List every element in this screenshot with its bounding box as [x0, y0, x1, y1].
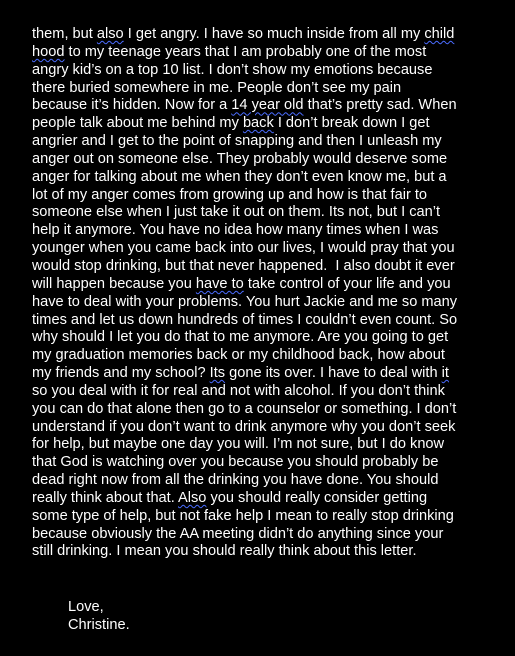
letter-line: [32, 312, 502, 330]
letter-line: [32, 204, 502, 222]
letter-line: [32, 347, 502, 365]
letter-line: [32, 294, 502, 312]
grammar-flagged-word: have to: [195, 275, 244, 292]
letter-line: [32, 97, 502, 115]
letter-text: help it anymore. You have no idea how many times when I was: [32, 222, 439, 239]
letter-line: [32, 222, 502, 240]
grammar-flagged-word: child: [424, 26, 455, 42]
letter-text: that’s pretty sad. When: [303, 97, 457, 114]
letter-text: you should really consider getting: [206, 489, 428, 506]
letter-text: really think about that.: [32, 489, 179, 506]
letter-text: so you deal with it for real and not with alcohol. If you don’t think: [32, 382, 445, 399]
letter-text: my friends and my school?: [32, 365, 210, 382]
letter-line: [32, 419, 502, 437]
letter-text: people talk about me behind my: [32, 115, 243, 132]
letter-line: [32, 526, 502, 544]
letter-line: [32, 383, 502, 401]
letter-body: [32, 26, 502, 561]
grammar-flagged-word: it: [441, 365, 449, 382]
grammar-flagged-word: also: [96, 26, 124, 42]
letter-line: [32, 329, 502, 347]
letter-line: [32, 365, 502, 383]
letter-line: [32, 115, 502, 133]
letter-text: have to deal with your problems. You hurt Jackie and me so many: [32, 293, 458, 310]
letter-text: because obviously the AA meeting didn’t do anything since your: [32, 525, 444, 542]
letter-line: [32, 240, 502, 258]
letter-line: [32, 454, 502, 472]
letter-text: you can do that alone then go to a counselor or something. I don’t: [32, 400, 457, 417]
letter-text: angrier and I get to the point of snapping and then I unleash my: [32, 133, 442, 150]
letter-text: angry kid’s on a top 10 list. I don’t show my emotions because: [32, 61, 433, 78]
letter-text: younger when you came back into our lives, I would pray that you: [32, 240, 455, 257]
letter-text: some type of help, but not fake help I mean to really stop drinking: [32, 507, 454, 524]
letter-line: [32, 490, 502, 508]
letter-text: for help, but maybe one day you will. I’m not sure, but I do know: [32, 436, 445, 453]
letter-line: [32, 151, 502, 169]
letter-line: [32, 258, 502, 276]
letter-text: that God is watching over you because you should probably be: [32, 454, 439, 471]
letter-line: [32, 44, 502, 62]
letter-text: take control of your life and you: [243, 275, 451, 292]
letter-line: [32, 62, 502, 80]
letter-text: because it’s hidden. Now for a: [32, 97, 232, 114]
grammar-flagged-word: 14 year old: [231, 97, 304, 114]
letter-line: [32, 401, 502, 419]
letter-line: [32, 508, 502, 526]
grammar-flagged-word: back: [242, 115, 274, 132]
closing-text: Love,: [68, 599, 104, 615]
letter-line: [32, 133, 502, 151]
grammar-flagged-word: Its: [209, 365, 226, 382]
letter-line: [32, 276, 502, 294]
letter-text: times and let us down hundreds of times I couldn’t even count. So: [32, 311, 458, 328]
letter-line: [32, 187, 502, 205]
letter-text: dead right now from all the drinking you have done. You should: [32, 472, 439, 489]
letter-text: there buried somewhere in me. People don’t see my pain: [32, 79, 402, 96]
letter-text: I don’t break down I get: [273, 115, 430, 132]
letter-text: will happen because you: [32, 275, 196, 292]
letter-text: would stop drinking, but that never happened. I also doubt it ever: [32, 257, 455, 274]
letter-text: understand if you don’t want to drink anymore why you don’t seek: [32, 418, 456, 435]
letter-text: my graduation memories back or my childhood back, how about: [32, 347, 445, 364]
grammar-flagged-word: hood: [32, 43, 65, 60]
letter-line: [32, 472, 502, 490]
letter-text: gone its over. I have to deal with: [225, 365, 442, 382]
letter-text: why should I let you do that to me anymore. Are you going to get: [32, 329, 449, 346]
signature-name: Christine.: [68, 617, 130, 633]
signoff: [68, 598, 130, 634]
letter-text: I get angry. I have so much inside from all my: [123, 26, 425, 42]
letter-text: anger out on someone else. They probably would deserve some: [32, 150, 448, 167]
letter-line: [32, 543, 502, 561]
letter-line: [32, 436, 502, 454]
letter-text: them, but: [32, 26, 97, 42]
letter-text: to my teenage years that I am probably one of the most: [64, 43, 427, 60]
letter-line: [32, 26, 502, 44]
letter-text: still drinking. I mean you should really think about this letter.: [32, 543, 417, 560]
letter-line: [32, 80, 502, 98]
letter-line: [32, 169, 502, 187]
grammar-flagged-word: Also: [178, 489, 207, 506]
letter-text: anger for talking about me when they don’t even know me, but a: [32, 168, 447, 185]
letter-text: someone else when I just take it out on them. Its not, but I can’t: [32, 204, 441, 221]
letter-text: lot of my anger comes from growing up and how is that fair to: [32, 186, 428, 203]
